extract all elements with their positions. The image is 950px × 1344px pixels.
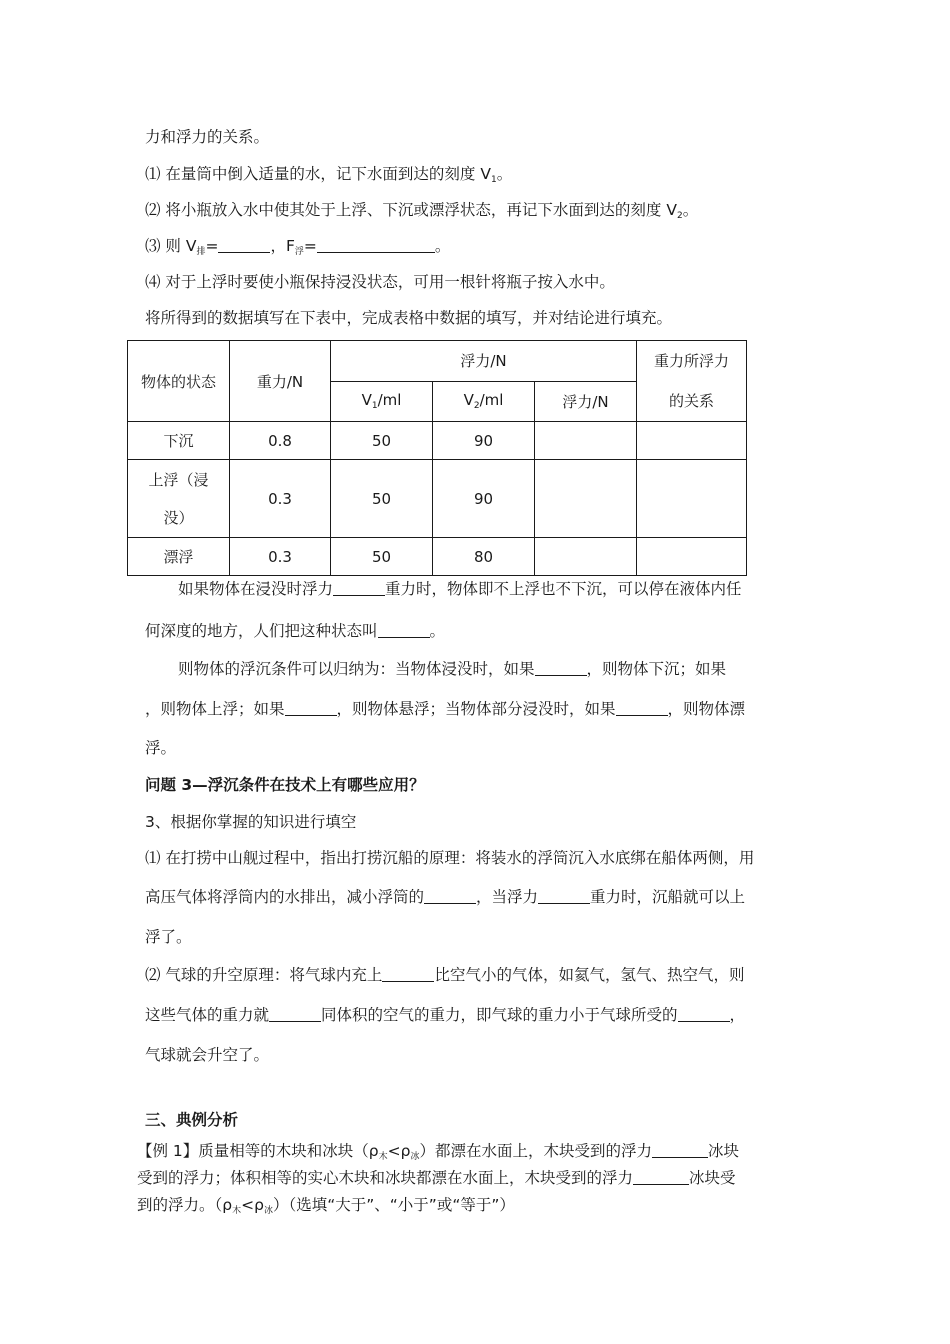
blank-example-1a[interactable] [652,1143,708,1158]
cell-v2: 90 [433,422,535,460]
q3-item-2-line-3: 气球就会升空了。 [145,1046,270,1064]
conclusion-line-3: 则物体的浮沉条件可以归纳为：当物体浸没时，如果 ，则物体下沉；如果 [178,660,727,678]
cell-buoyancy-empty[interactable] [535,538,637,576]
table-instruction: 将所得到的数据填写在下表中，完成表格中数据的填写，并对结论进行填充。 [145,309,673,327]
blank-balloon-force[interactable] [678,1007,730,1022]
q3-item-1-line-3: 浮了。 [145,928,192,946]
cell-v1: 50 [331,538,433,576]
cell-buoyancy-empty[interactable] [535,422,637,460]
cell-v1: 50 [331,460,433,538]
cell-state: 上浮（浸 没） [128,460,230,538]
cell-v2: 90 [433,460,535,538]
cell-gravity: 0.3 [230,460,331,538]
blank-gas-property[interactable] [382,967,434,982]
example-1-line-2: 受到的浮力；体积相等的实心木块和冰块都漂在水面上，木块受到的浮力 冰块受 [137,1169,736,1187]
cell-relation-empty[interactable] [637,538,747,576]
q3-item-1-line-2: 高压气体将浮筒内的水排出，减小浮筒的 ，当浮力 重力时，沉船就可以上 [145,888,746,906]
blank-reduce-what[interactable] [424,889,476,904]
example-1-line-3: 到的浮力。$(\rho_木<\rho_冰)$（选填“大于”、“小于”或“等于”） [137,1196,515,1216]
table-row [128,422,747,460]
blank-example-1b[interactable] [633,1170,689,1185]
conclusion-line-4: ，则物体上浮；如果 ，则物体悬浮；当物体部分浸没时，如果 ，则物体漂 [145,700,746,718]
conclusion-line-5: 浮。 [145,739,177,757]
cell-gravity: 0.3 [230,538,331,576]
section-3-title: 三、典例分析 [145,1111,239,1129]
blank-suspend-condition[interactable] [285,701,337,716]
blank-suspend-name[interactable] [378,623,430,638]
header-relation: 重力所浮力 的关系 [637,341,747,422]
cell-buoyancy-empty[interactable] [535,460,637,538]
header-state: 物体的状态 [128,341,230,422]
question-3-subtitle: 3、根据你掌握的知识进行填空 [145,813,357,831]
question-3-title: 问题 3—浮沉条件在技术上有哪些应用？ [145,776,425,794]
header-buoyancy: 浮力/N [331,341,637,382]
q3-item-2-line-1: ⑵ 气球的升空原理：将气球内充上 比空气小的气体，如氦气，氢气、热空气，则 [145,966,745,984]
intro-line-1: 力和浮力的关系。 [145,128,270,146]
header-v2: $V_2/ml$ [433,381,535,422]
header-v1: $V_1/ml$ [331,381,433,422]
cell-relation-empty[interactable] [637,422,747,460]
q3-item-1-line-1: ⑴ 在打捞中山舰过程中，指出打捞沉船的原理：将装水的浮筒沉入水底绑在船体两侧，用 [145,849,755,867]
cell-state: 下沉 [128,422,230,460]
cell-v2: 80 [433,538,535,576]
blank-f-buoyancy[interactable] [317,238,435,253]
cell-gravity: 0.8 [230,422,331,460]
blank-sink-condition[interactable] [535,661,587,676]
table-row [128,460,747,538]
step-3: ⑶ 则 $V_排=$ ，$F_浮=$ 。 [145,237,451,257]
table-header-row-1 [128,341,747,382]
table-row [128,538,747,576]
conclusion-line-2: 何深度的地方，人们把这种状态叫 。 [145,622,446,640]
cell-v1: 50 [331,422,433,460]
blank-buoy-compare[interactable] [538,889,590,904]
cell-state: 漂浮 [128,538,230,576]
step-1: ⑴ 在量筒中倒入适量的水，记下水面到达的刻度 $V_1$。 [145,165,513,185]
blank-gas-weight-compare[interactable] [269,1007,321,1022]
step-2: ⑵ 将小瓶放入水中使其处于上浮、下沉或漂浮状态，再记下水面到达的刻度 $V_2$。 [145,201,699,221]
header-f: 浮力/N [535,381,637,422]
conclusion-line-1: 如果物体在浸没时浮力 重力时，物体即不上浮也不下沉，可以停在液体内任 [178,580,742,598]
example-1-line-1: 【例 1】质量相等的木块和冰块$(\rho_木<\rho_冰)$都漂在水面上，木块受到的浮力 冰块 [137,1142,740,1162]
step-4: ⑷ 对于上浮时要使小瓶保持浸没状态，可用一根针将瓶子按入水中。 [145,273,615,291]
header-gravity: 重力/N [230,341,331,422]
cell-relation-empty[interactable] [637,460,747,538]
blank-v-displaced[interactable] [218,238,270,253]
blank-float-condition[interactable] [616,701,668,716]
experiment-table [127,340,747,576]
blank-suspend-compare[interactable] [333,581,385,596]
q3-item-2-line-2: 这些气体的重力就 同体积的空气的重力，即气球的重力小于气球所受的 ， [145,1006,746,1024]
